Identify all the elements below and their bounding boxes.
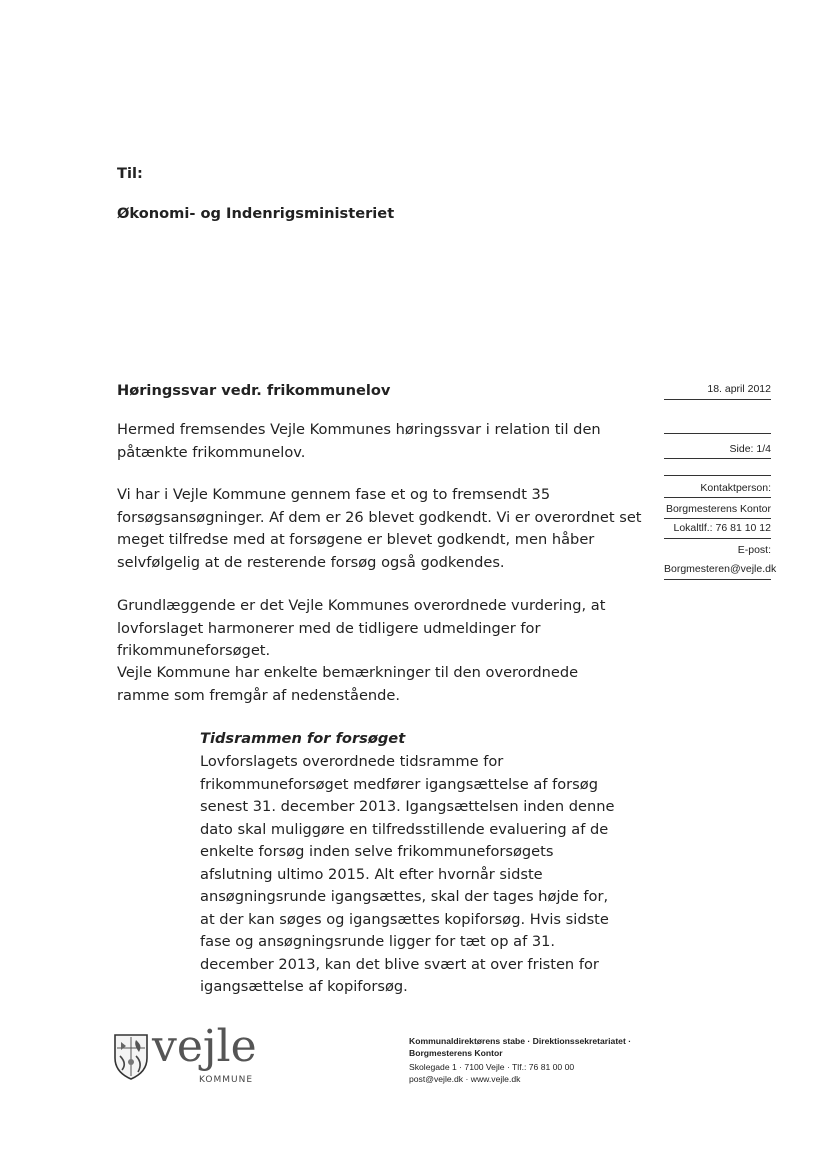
sidebar-divider (664, 579, 771, 580)
contact-name: Borgmesterens Kontor (665, 503, 771, 515)
recipient-ministry: Økonomi- og Indenrigsministeriet (117, 205, 395, 222)
footer-web: post@vejle.dk · www.vejle.dk (409, 1073, 521, 1084)
contact-email: Borgmesteren@vejle.dk (664, 563, 777, 575)
section-text: Lovforslagets overordnede tidsramme for frikommuneforsøget medfører igangsættelse af forsøg senest 31. december 2013. Igangsættelsen inden denne dato skal muliggøre en tilfredsstillende evaluering af de enkelte forsøg inden selve frikommuneforsøgets afslutning ultimo 2015. Alt efter hvornår sidste ansøgningsrunde igangsættes, skal der tages højde for, at der kan søges og igangsættes kopiforsøg. Hvis sidste fase og ansøgningsrunde ligger for tæt op af 31. december 2013, kan det blive svært at over fristen for igangsættelse af kopiforsøg. (200, 753, 615, 995)
sidebar-divider (664, 518, 771, 519)
footer-department: Kommunaldirektørens stabe · Direktionssekretariatet · (409, 1036, 632, 1046)
letter-date: 18. april 2012 (707, 383, 771, 395)
sidebar-divider (664, 433, 771, 434)
footer-address-block (409, 1036, 669, 1085)
vejle-logo (112, 1021, 262, 1092)
sidebar-divider (664, 538, 771, 539)
to-label: Til: (117, 165, 143, 182)
contact-phone: Lokaltlf.: 76 81 10 12 (673, 522, 771, 534)
footer-office: Borgmesterens Kontor (409, 1047, 503, 1058)
footer-street-address: Skolegade 1 · 7100 Vejle · Tlf.: 76 81 00 00 (409, 1062, 575, 1072)
logo-subtitle: KOMMUNE (199, 1075, 254, 1085)
subject-heading: Høringssvar vedr. frikommunelov (117, 382, 391, 399)
sidebar-divider (664, 497, 771, 498)
sidebar-divider (664, 458, 771, 459)
logo-wordmark: vejle (152, 1021, 257, 1072)
paragraph-intro: Hermed fremsendes Vejle Kommunes høringssvar i relation til den påtænkte frikommunelov. (117, 421, 601, 461)
page-number: Side: 1/4 (729, 443, 771, 455)
paragraph-remarks: Vejle Kommune har enkelte bemærkninger til den overordnede ramme som fremgår af nedenstående. (117, 664, 579, 704)
contact-label: Kontaktperson: (700, 482, 771, 494)
email-label: E-post: (737, 544, 771, 556)
sidebar-divider (664, 399, 771, 400)
paragraph-applications: Vi har i Vejle Kommune gennem fase et og to fremsendt 35 forsøgsansøgninger. Af dem er 26 blevet godkendt. Vi er overordnet set meget tilfredse med at forsøgene er blevet godkendt, men håber selvfølgelig at de resterende forsøg også godkendes. (117, 486, 642, 571)
paragraph-assessment: Grundlæggende er det Vejle Kommunes overordnede vurdering, at lovforslaget harmonerer med de tidligere udmeldinger for frikommuneforsøget. (117, 597, 606, 659)
sidebar-divider (664, 475, 771, 476)
section-heading: Tidsrammen for forsøget (200, 730, 406, 747)
coat-of-arms-icon (112, 1032, 150, 1080)
